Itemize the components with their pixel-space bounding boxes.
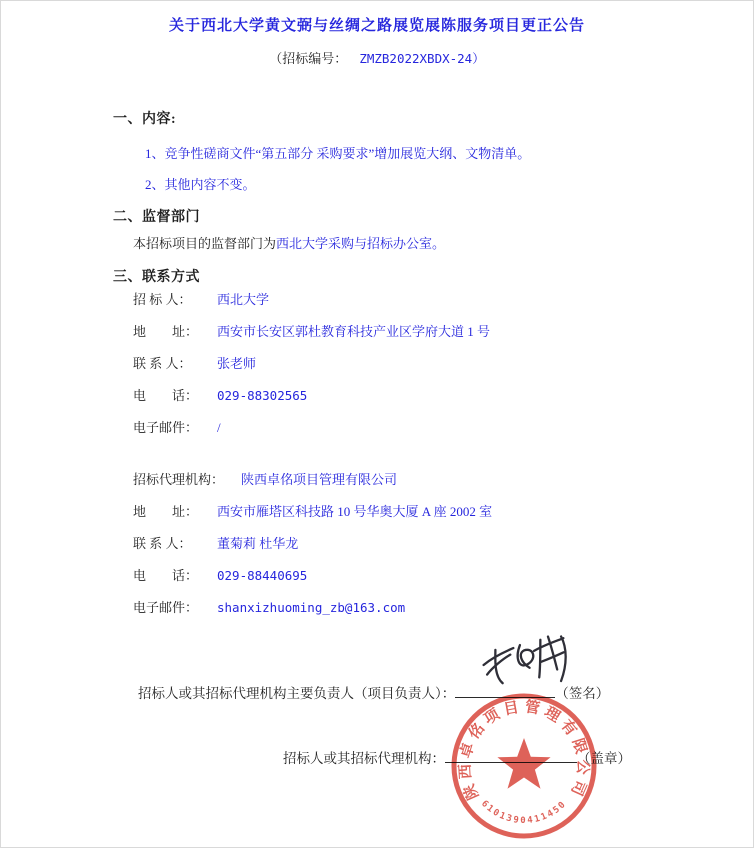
seal-line	[283, 748, 754, 769]
seal-blank	[445, 748, 577, 763]
signature-line-suffix: （签名）	[555, 686, 610, 701]
tenderer-phone-value: 029-88302565	[217, 388, 308, 403]
tenderer-row	[133, 323, 754, 355]
tenderer-name-label: 招 标 人：	[133, 292, 192, 307]
tenderer-row	[133, 419, 754, 451]
signature-blank	[455, 683, 555, 698]
signature-line-label: 招标人或其招标代理机构主要负责人（项目负责人）：	[138, 686, 456, 701]
supervision-department: 西北大学采购与招标办公室。	[276, 236, 446, 251]
seal-line-label: 招标人或其招标代理机构：	[283, 751, 445, 766]
seal-line-suffix: （盖章）	[577, 751, 631, 766]
agency-row	[133, 471, 754, 503]
agency-address-value: 西安市雁塔区科技路 10 号华奥大厦 A 座 2002 室	[217, 504, 493, 519]
agency-row	[133, 599, 754, 631]
agency-name-value: 陕西卓佲项目管理有限公司	[241, 472, 398, 487]
agency-address-label: 地 址：	[133, 504, 199, 519]
supervision-text	[133, 235, 754, 253]
agency-email-value: shanxizhuoming_zb@163.com	[217, 600, 406, 615]
page-title: 关于西北大学黄文弼与丝绸之路展览展陈服务项目更正公告	[168, 18, 585, 34]
signature-line	[138, 683, 754, 704]
tenderer-address-label: 地 址：	[133, 324, 199, 339]
section-heading-supervision: 二、监督部门	[113, 210, 200, 225]
content-item-1: 1、竞争性磋商文件“第五部分 采购要求”增加展览大纲、文物清单。	[145, 146, 531, 161]
tenderer-contact-person-value: 张老师	[217, 356, 257, 371]
tenderer-row	[133, 355, 754, 387]
tenderer-address-value: 西安市长安区郭杜教育科技产业区学府大道 1 号	[217, 324, 491, 339]
stamp-company-name: 陕西卓佲项目管理有限公司	[457, 699, 591, 802]
section-heading-content: 一、内容:	[113, 112, 177, 127]
tender-code-label: （招标编号：	[269, 51, 348, 66]
content-item-2: 2、其他内容不变。	[145, 177, 256, 192]
agency-contact-person-label: 联 系 人：	[133, 536, 192, 551]
section-heading-contact: 三、联系方式	[113, 270, 200, 285]
agency-contact-person-value: 董菊莉 杜华龙	[217, 536, 299, 551]
tenderer-row	[133, 291, 754, 323]
agency-row	[133, 535, 754, 567]
tenderer-email-value: /	[217, 420, 221, 435]
agency-row	[133, 503, 754, 535]
tenderer-phone-label: 电 话：	[133, 388, 199, 403]
tender-code-line	[0, 50, 754, 68]
stamp-registration-number: 6101390411450	[479, 798, 569, 827]
tenderer-name-value: 西北大学	[217, 292, 270, 307]
agency-email-label: 电子邮件：	[133, 600, 199, 615]
agency-name-label: 招标代理机构：	[133, 472, 225, 487]
agency-row	[133, 567, 754, 599]
tender-code-value: ZMZB2022XBDX-24）	[359, 51, 485, 66]
agency-contact-list	[133, 471, 754, 631]
supervision-prefix: 本招标项目的监督部门为	[133, 236, 277, 251]
tenderer-contact-person-label: 联 系 人：	[133, 356, 192, 371]
agency-phone-label: 电 话：	[133, 568, 199, 583]
agency-phone-value: 029-88440695	[217, 568, 308, 583]
tenderer-email-label: 电子邮件：	[133, 420, 199, 435]
tenderer-contact-list	[133, 291, 754, 451]
tenderer-row	[133, 387, 754, 419]
